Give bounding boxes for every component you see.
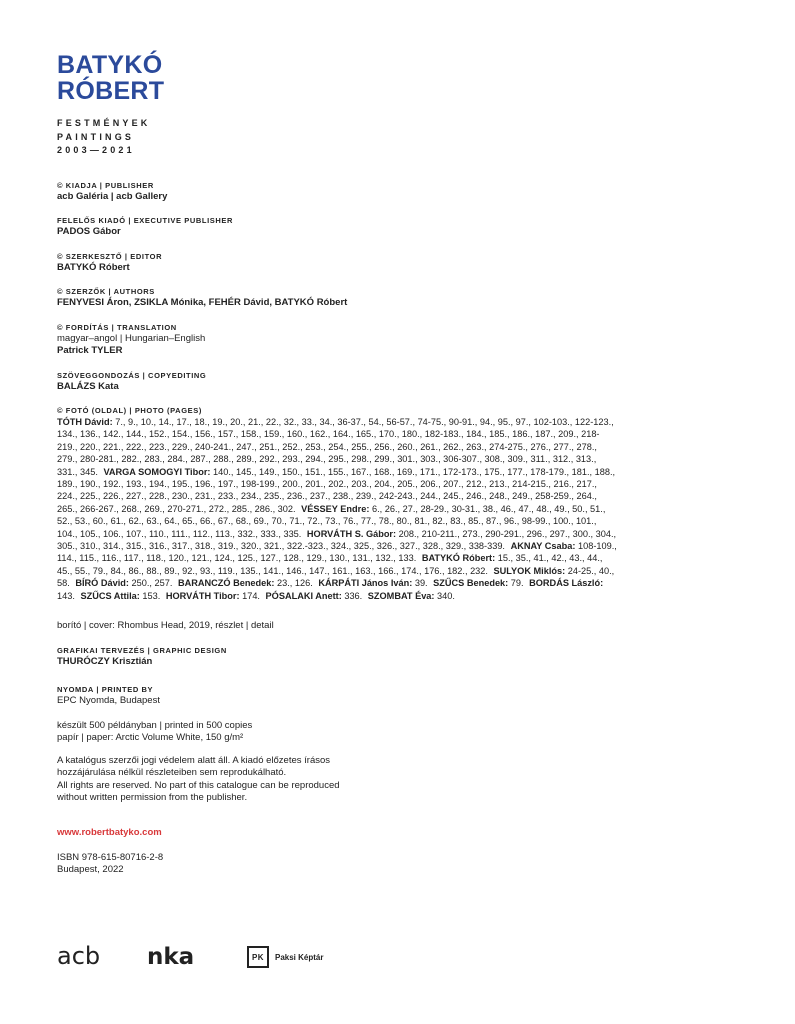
subtitle-en: PAINTINGS — [57, 131, 135, 142]
photographer-name: BATYKÓ Róbert: — [421, 553, 496, 564]
isbn-block — [57, 852, 757, 877]
credit-copyediting — [57, 370, 757, 394]
photo-pages: 140., 145., 149., 150., 151., 155., 167., 168., 169., 171., 172-173., 175., 177., 178-179., 181., 188., 189., 190., 192., 193., 194., 195., 196., 197., 198-199., 200., 201., 202., 203., 204., 205., 206., 207., 212., 213., 214-215., 216., 217., 224., 225., 226., 227., 228., 230., 231., 233., 234., 235., 236., 237., 238., 239., 242-243., 244., 245., 246., 248., 249., 258-259., 264., 265., 266-267., 268., 269., 270-271., 272., 285., 286., 302. — [57, 466, 616, 514]
photo-pages: 24-25., 40., 58. — [57, 565, 615, 589]
photo-pages: 250., 257. — [131, 578, 173, 589]
photographer-name: SZŰCS Attila: — [80, 590, 140, 601]
credit-value: BALÁZS Kata — [57, 380, 119, 392]
legal-line: All rights are reserved. No part of this catalogue can be reproduced — [57, 779, 340, 791]
credit-label: NYOMDA | PRINTED BY — [57, 685, 154, 695]
photographer-name: VÉSSEY Endre: — [301, 503, 370, 514]
photographer-name: TÓTH Dávid: — [57, 417, 113, 427]
credit-label: © SZERZŐK | AUTHORS — [57, 287, 155, 296]
credit-value: magyar–angol | Hungarian–English — [57, 332, 206, 344]
pk-mark: PK — [247, 946, 269, 968]
photographer-name: AKNAY Csaba: — [510, 541, 576, 552]
subtitle-hu: FESTMÉNYEK — [57, 118, 151, 128]
photo-pages: 79. — [510, 578, 524, 589]
credit-value-2: Patrick TYLER — [57, 345, 123, 356]
print-run: készült 500 példányban | printed in 500 copies — [57, 719, 253, 731]
cover-credit: borító | cover: Rhombus Head, 2019, részlet | detail — [57, 620, 274, 632]
photo-credit-entry — [75, 578, 172, 588]
photographer-name: HORVÁTH S. Gábor: — [306, 528, 397, 539]
pk-name: Paksi Képtár — [275, 952, 324, 962]
photographer-name: KÁRPÁTI János Iván: — [318, 578, 413, 589]
photo-pages: 174. — [242, 590, 260, 601]
photographer-name: SULYOK Miklós: — [493, 565, 566, 576]
photographer-name: HORVÁTH Tibor: — [165, 590, 240, 601]
photo-credit-entry — [368, 591, 455, 601]
photo-credit-entry — [80, 591, 160, 601]
photo-credit-entry — [266, 591, 363, 601]
paper-info: papír | paper: Arctic Volume White, 150 g/m² — [57, 732, 244, 744]
photo-pages: 143. — [57, 590, 75, 601]
credit-value: PADOS Gábor — [57, 226, 121, 237]
credit-authors — [57, 286, 757, 310]
credit-label: © KIADJA | PUBLISHER — [57, 180, 154, 190]
isbn: ISBN 978-615-80716-2-8 — [57, 851, 164, 863]
photo-pages: 6., 26., 27., 28-29., 30-31., 38., 46., 47., 48., 49., 50., 51., 52., 53., 60., 61., 62., 63., 64., 65., 66., 67., 68., 69., 70., 71., 72., 73., 76., 77., 78., 80., 81., 82., 83., 85., 87., 96., 98-99., 100., 101., 104., 105., 106., 107., 110., 111., 112., 113., 332., 333., 335. — [57, 503, 606, 539]
photo-pages: 108-109., 114., 115., 116., 117., 118., 120., 121., 124., 125., 127., 128., 129., 130., 131., 132., 133. — [57, 541, 617, 564]
artist-name — [57, 52, 757, 104]
credit-printed-by — [57, 684, 757, 708]
photographer-name: BARANCZÓ Benedek: — [177, 578, 275, 589]
photographer-name: PÓSALAKI Anett: — [265, 590, 342, 601]
paksi-keptar-logo — [247, 946, 323, 968]
credit-value: FENYVESI Áron, ZSIKLA Mónika, FEHÉR Dávid, BATYKÓ Róbert — [57, 297, 348, 308]
photo-pages: 39. — [414, 578, 428, 589]
photo-pages: 15., 35., 41., 42., 43., 44., 45., 55., 79., 84., 86., 88., 89., 92., 93., 119., 135., 141., 146., 147., 161., 163., 166., 174., 176., 182., 232. — [57, 553, 603, 576]
photo-pages: 340. — [437, 590, 455, 601]
print-info — [57, 720, 757, 745]
subtitle-block — [57, 117, 757, 158]
artist-name-line1: BATYKÓ — [57, 51, 163, 79]
photo-credits-label: © FOTÓ (OLDAL) | PHOTO (PAGES) — [57, 406, 202, 415]
legal-line: A katalógus szerzői jogi védelem alatt áll. A kiadó előzetes írásos — [57, 754, 331, 766]
credit-label: © SZERKESZTŐ | EDITOR — [57, 251, 163, 261]
credit-label: SZÖVEGGONDOZÁS | COPYEDITING — [57, 370, 207, 380]
legal-line: hozzájárulása nélkül részleteiben sem reprodukálható. — [57, 767, 287, 779]
website-link[interactable]: www.robertbatyko.com — [57, 826, 162, 838]
copyright-notice — [57, 755, 437, 805]
photo-pages: 153. — [142, 590, 161, 601]
credit-label: GRAFIKAI TERVEZÉS | GRAPHIC DESIGN — [57, 645, 227, 655]
photographer-name: BÍRÓ Dávid: — [75, 578, 129, 589]
svg-text:nka: nka — [147, 944, 195, 970]
credit-value: BATYKÓ Róbert — [57, 261, 130, 273]
credit-executive-publisher — [57, 215, 757, 239]
credit-translation — [57, 322, 757, 358]
legal-line: without written permission from the publisher. — [57, 792, 248, 804]
photo-credit-entry — [166, 591, 260, 601]
subtitle-years: 2003—2021 — [57, 145, 135, 155]
photo-credit-entry — [318, 578, 427, 588]
photo-credits — [57, 405, 757, 602]
place-year: Budapest, 2022 — [57, 864, 124, 876]
credit-editor — [57, 251, 757, 275]
colophon-page — [57, 52, 757, 877]
photographer-name: BORDÁS László: — [529, 578, 604, 589]
nka-logo — [147, 942, 207, 972]
photo-credits-list — [57, 416, 617, 602]
acb-logo — [57, 942, 123, 972]
logo-row — [57, 940, 323, 974]
credit-graphic-design — [57, 645, 757, 669]
credit-value: THURÓCZY Krisztián — [57, 655, 153, 667]
svg-text:acb: acb — [57, 942, 101, 970]
photo-pages: 23., 126. — [277, 578, 313, 589]
credit-value: acb Galéria | acb Gallery — [57, 190, 168, 202]
photo-credit-entry — [178, 578, 313, 588]
acb-logo-mark — [57, 942, 121, 972]
nka-logo-mark — [147, 942, 203, 972]
photo-pages: 208., 210-211., 273., 290-291., 296., 297., 300., 304., 305., 310., 314., 315., 316., 317., 318., 319., 320., 321., 322.-323., 324., 325., 326., 327., 328., 329., 338-339. — [57, 528, 617, 552]
photographer-name: SZŰCS Benedek: — [433, 578, 509, 589]
credit-label: FELELŐS KIADÓ | EXECUTIVE PUBLISHER — [57, 216, 234, 225]
credit-label: © FORDÍTÁS | TRANSLATION — [57, 322, 177, 332]
credit-publisher — [57, 180, 757, 204]
photo-pages: 7., 9., 10., 14., 17., 18., 19., 20., 21., 22., 32., 33., 34., 36-37., 54., 56-57., 74-75., 90-91., 94., 95., 97., 102-103., 122-123., 134., 136., 142., 144., 152., 154., 156., 157., 158., 159., 160., 162., 164., 165., 170., 180., 182-183., 184., 185., 186., 187., 209., 218-219., 220., 221., 222., 223., 229., 240-241., 247., 251., 252., 253., 254., 255., 256., 260., 261., 262., 263., 274-275., 276., 277., 278., 279., 280-281., 282., 283., 284., 287., 288., 289., 292., 293., 294., 295., 298., 299., 301., 303., 306-307., 308., 309., 311., 312., 313., 331., 345. — [57, 417, 614, 477]
artist-name-line2: RÓBERT — [57, 77, 165, 105]
photographer-name: VARGA SOMOGYI Tibor: — [103, 466, 211, 477]
photographer-name: SZOMBAT Éva: — [367, 590, 435, 601]
credit-value: EPC Nyomda, Budapest — [57, 695, 160, 707]
photo-credit-entry — [433, 578, 523, 588]
photo-pages: 336. — [344, 590, 363, 601]
